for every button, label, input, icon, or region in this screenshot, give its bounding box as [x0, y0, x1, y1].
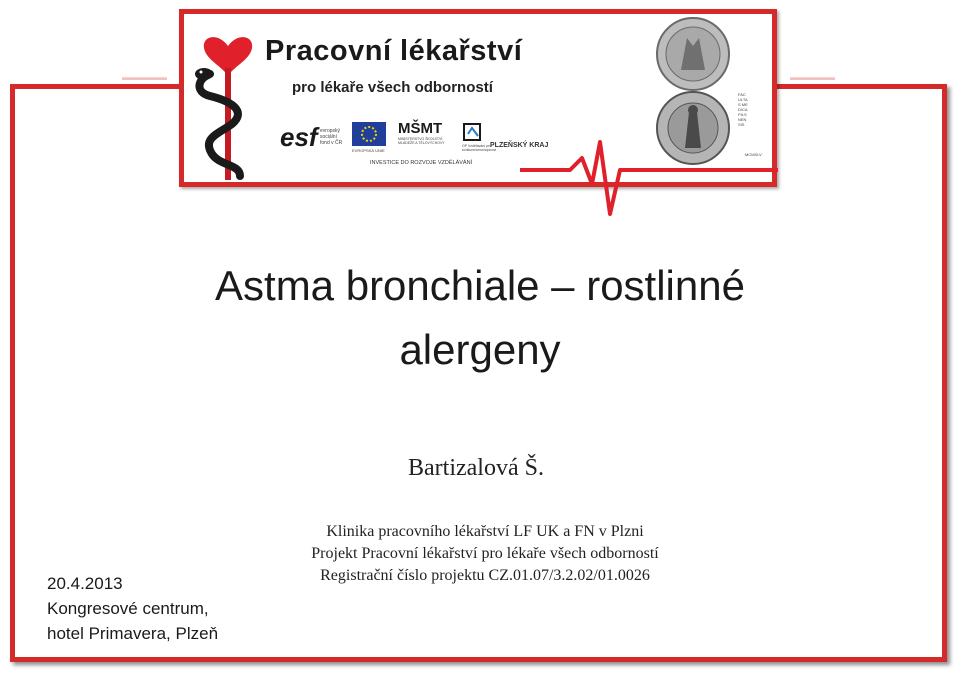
- info-line1: Klinika pracovního lékařství LF UK a FN v Plzni: [326, 523, 644, 540]
- venue-line2: hotel Primavera, Plzeň: [47, 624, 219, 643]
- slide-title-line1: Astma bronchiale – rostlinné: [215, 262, 745, 309]
- university-seal-icon: [655, 16, 731, 92]
- banner-subtitle: pro lékaře všech odborností: [292, 79, 493, 96]
- banner-title: Pracovní lékařství: [265, 35, 523, 67]
- date-venue: [47, 571, 218, 646]
- info-line3: Registrační číslo projektu CZ.01.07/3.2.02/01.0026: [320, 567, 650, 584]
- sponsor-logos: [280, 120, 560, 170]
- eu-caption: EVROPSKÁ UNIE: [352, 148, 385, 153]
- plzensky-kraj-logo: [490, 142, 548, 149]
- faint-watermark-right: ▬▬▬▬▬: [790, 72, 835, 82]
- esf-logo-text: esf: [280, 122, 318, 152]
- caduceus-heart-icon: [188, 18, 268, 183]
- info-line2: Projekt Pracovní lékařství pro lékaře všech odborností: [311, 545, 659, 562]
- eu-flag-icon: [352, 122, 386, 146]
- author-name: Bartizalová Š.: [408, 455, 544, 481]
- slide-title-line2: alergeny: [399, 326, 561, 373]
- investment-caption: INVESTICE DO ROZVOJE VZDĚLÁVÁNÍ: [370, 160, 473, 166]
- eu-logo: [352, 122, 386, 153]
- op-caption: OP Vzdělávání pro konkurenceschopnost: [462, 144, 497, 152]
- venue-line1: Kongresové centrum,: [47, 599, 209, 618]
- esf-caption: evropský sociální fond v ČR: [320, 128, 343, 146]
- msmt-logo: [398, 120, 458, 145]
- msmt-caption: MINISTERSTVO ŠKOLSTVÍ, MLÁDEŽE A TĚLOVÝCHOVY: [398, 137, 445, 145]
- faculty-seal-year: MCMXLV: [745, 152, 762, 157]
- esf-logo: [280, 122, 343, 153]
- msmt-logo-text: MŠMT: [398, 120, 443, 137]
- faint-watermark-left: ▬▬▬▬▬: [122, 72, 167, 82]
- event-date: 20.4.2013: [47, 574, 123, 593]
- region-name: PLZEŇSKÝ KRAJ: [490, 142, 549, 149]
- faculty-seal-icon: [655, 90, 731, 166]
- op-vk-icon: [462, 122, 484, 142]
- faculty-seal-text: FACULTAS MEDICA PILSNENSIS: [738, 92, 748, 127]
